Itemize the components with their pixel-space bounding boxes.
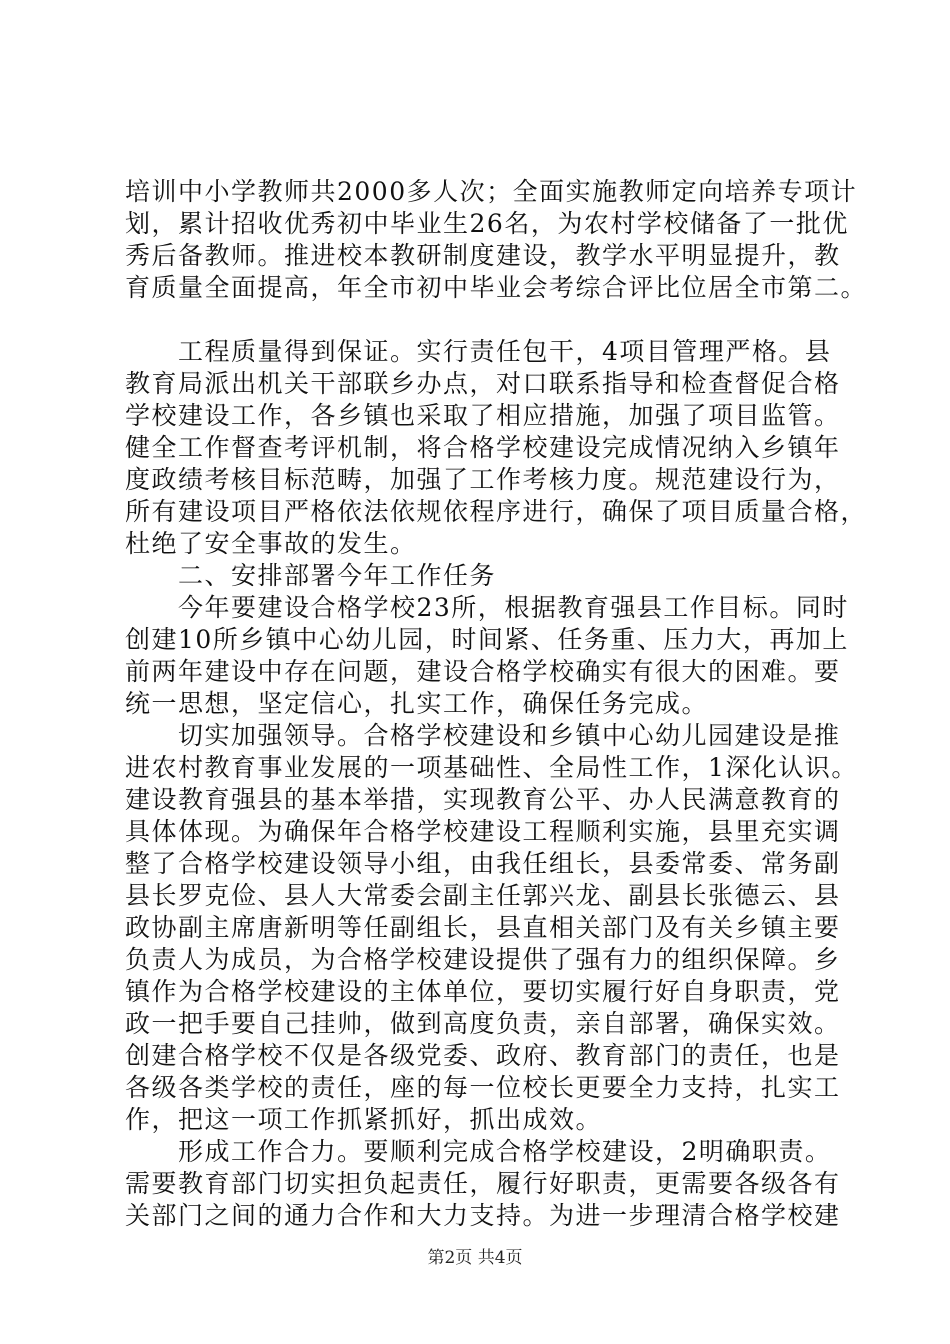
- text-line: 建设教育强县的基本举措，实现教育公平、办人民满意教育的: [125, 785, 841, 814]
- text-line: 学校建设工作，各乡镇也采取了相应措施，加强了项目监管。: [125, 401, 841, 430]
- text-line: 统一思想，坚定信心，扎实工作，确保任务完成。: [125, 689, 709, 718]
- text-line: 需要教育部门切实担负起责任，履行好职责，更需要各级各有: [125, 1169, 841, 1198]
- paragraph-first-line: 切实加强领导。合格学校建设和乡镇中心幼儿园建设是推: [178, 721, 841, 750]
- text-line: 前两年建设中存在问题，建设合格学校确实有很大的困难。要: [125, 657, 841, 686]
- paragraph-first-line: 今年要建设合格学校23所，根据教育强县工作目标。同时: [178, 593, 849, 622]
- text-line: 各级各类学校的责任，座的每一位校长更要全力支持，扎实工: [125, 1073, 841, 1102]
- text-line: 作，把这一项工作抓紧抓好，抓出成效。: [125, 1105, 603, 1134]
- text-line: 培训中小学教师共2000多人次；全面实施教师定向培养专项计: [125, 177, 858, 206]
- text-line: 负责人为成员，为合格学校建设提供了强有力的组织保障。乡: [125, 945, 841, 974]
- text-line: 创建10所乡镇中心幼儿园，时间紧、任务重、压力大，再加上: [125, 625, 849, 654]
- paragraph-first-line: 形成工作合力。要顺利完成合格学校建设，2明确职责。: [178, 1137, 832, 1166]
- text-line: 划，累计招收优秀初中毕业生26名，为农村学校储备了一批优: [125, 209, 849, 238]
- text-line: 进农村教育事业发展的一项基础性、全局性工作，1深化认识。: [125, 753, 858, 782]
- text-line: 县长罗克俭、县人大常委会副主任郭兴龙、副县长张德云、县: [125, 881, 841, 910]
- text-line: 具体体现。为确保年合格学校建设工程顺利实施，县里充实调: [125, 817, 841, 846]
- page-footer: 第2页 共4页: [427, 1248, 523, 1268]
- paragraph-first-line: 工程质量得到保证。实行责任包干，4项目管理严格。县: [178, 337, 832, 366]
- text-line: 教育局派出机关干部联乡办点，对口联系指导和检查督促合格: [125, 369, 841, 398]
- text-line: 政协副主席唐新明等任副组长，县直相关部门及有关乡镇主要: [125, 913, 841, 942]
- text-line: 政一把手要自己挂帅，做到高度负责，亲自部署，确保实效。: [125, 1009, 841, 1038]
- text-line: 健全工作督查考评机制，将合格学校建设完成情况纳入乡镇年: [125, 433, 841, 462]
- text-line: 镇作为合格学校建设的主体单位，要切实履行好自身职责，党: [125, 977, 841, 1006]
- text-line: 育质量全面提高，年全市初中毕业会考综合评比位居全市第二。: [125, 273, 868, 302]
- text-line: 度政绩考核目标范畴，加强了工作考核力度。规范建设行为，: [125, 465, 841, 494]
- section-heading: 二、安排部署今年工作任务: [178, 561, 497, 590]
- text-line: 杜绝了安全事故的发生。: [125, 529, 417, 558]
- text-line: 所有建设项目严格依法依规依程序进行，确保了项目质量合格，: [125, 497, 868, 526]
- text-line: 秀后备教师。推进校本教研制度建设，教学水平明显提升，教: [125, 241, 841, 270]
- text-line: 关部门之间的通力合作和大力支持。为进一步理清合格学校建: [125, 1201, 841, 1230]
- text-line: 整了合格学校建设领导小组，由我任组长，县委常委、常务副: [125, 849, 841, 878]
- text-line: 创建合格学校不仅是各级党委、政府、教育部门的责任，也是: [125, 1041, 841, 1070]
